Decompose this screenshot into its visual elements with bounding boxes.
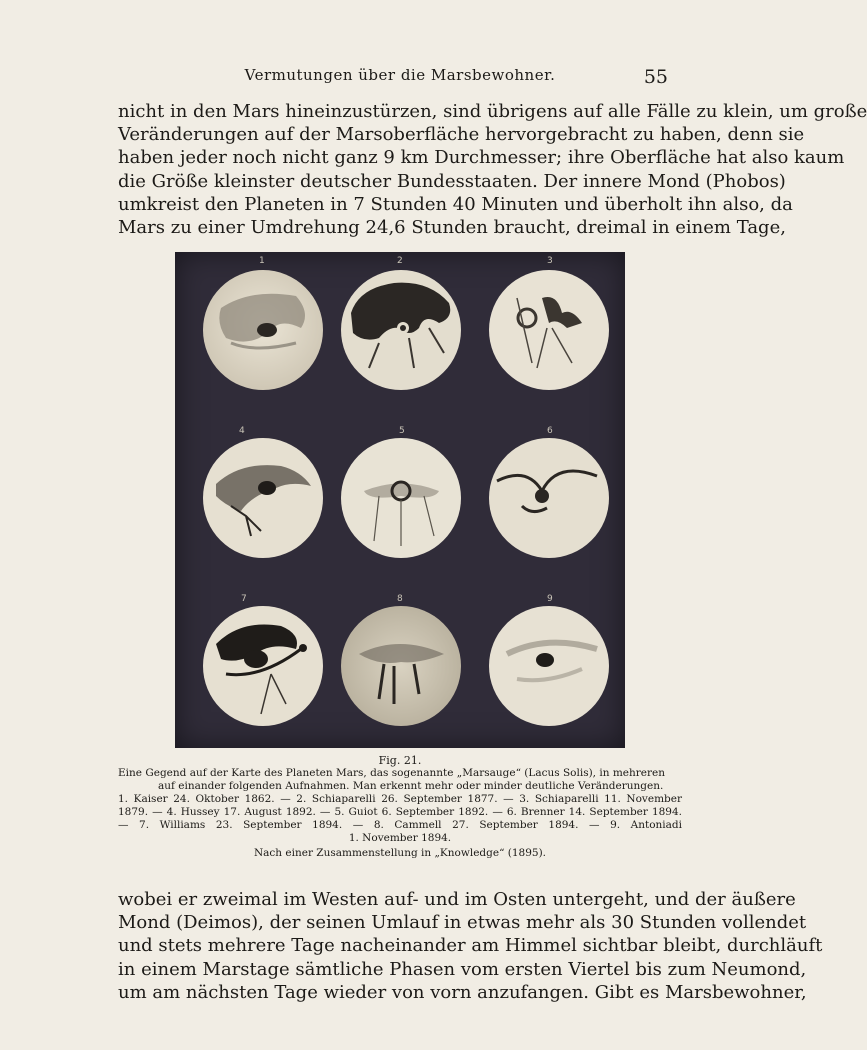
mars-disk-7 <box>201 604 325 728</box>
disk-number-2: 2 <box>397 256 403 266</box>
paragraph-top <box>118 100 867 239</box>
credit-line: 1879. — 4. Hussey 17. August 1892. — 5. Guiot 6. September 1892. — 6. Brenner 14. September 1894. <box>118 806 682 818</box>
disk-number-1: 1 <box>259 256 265 266</box>
disk-number-7: 7 <box>241 594 247 604</box>
text-line: Mars zu einer Umdrehung 24,6 Stunden braucht, dreimal in einem Tage, <box>118 217 786 239</box>
caption-line: auf einander folgenden Aufnahmen. Man erkennt mehr oder minder deutliche Veränderungen. <box>158 780 664 792</box>
mars-disk-4 <box>201 436 325 560</box>
figure-credits <box>118 793 682 845</box>
text-line: wobei er zweimal im Westen auf- und im Osten untergeht, und der äußere <box>118 889 796 910</box>
figure-description <box>118 767 682 793</box>
mars-disk-8 <box>339 604 463 728</box>
mars-disk-1 <box>201 268 325 392</box>
mars-figure-plate <box>175 252 625 748</box>
mars-disk-6 <box>487 436 611 560</box>
text-line: um am nächsten Tage wieder von vorn anzufangen. Gibt es Marsbewohner, <box>118 981 807 1003</box>
paragraph-bottom <box>118 888 823 1004</box>
mars-disk-2 <box>339 268 463 392</box>
text-line: die Größe kleinster deutscher Bundesstaaten. Der innere Mond (Phobos) <box>118 170 786 192</box>
disk-number-4: 4 <box>239 426 245 436</box>
disk-number-6: 6 <box>547 426 553 436</box>
mars-disk-5 <box>339 436 463 560</box>
disk-number-3: 3 <box>547 256 553 266</box>
disk-number-9: 9 <box>547 594 553 604</box>
disk-number-5: 5 <box>399 426 405 436</box>
figure-label: Fig. 21. <box>378 754 422 767</box>
credit-line: 1. November 1894. <box>348 832 452 844</box>
mars-disk-9 <box>487 604 611 728</box>
disk-number-8: 8 <box>397 594 403 604</box>
text-line: Mond (Deimos), der seinen Umlauf in etwas mehr als 30 Stunden vollendet <box>118 912 807 934</box>
text-line: umkreist den Planeten in 7 Stunden 40 Minuten und überholt ihn also, da <box>118 193 793 215</box>
credit-line: — 7. Williams 23. September 1894. — 8. Cammell 27. September 1894. — 9. Antoniadi <box>118 819 682 831</box>
text-line: und stets mehrere Tage nacheinander am Himmel sichtbar bleibt, durchläuft <box>118 935 823 957</box>
credit-line: 1. Kaiser 24. Oktober 1862. — 2. Schiaparelli 26. September 1877. — 3. Schiaparelli 11. November <box>118 793 682 805</box>
page-number: 55 <box>643 66 668 88</box>
caption-line: Eine Gegend auf der Karte des Planeten Mars, das sogenannte „Marsauge“ (Lacus Solis), in mehreren <box>118 767 665 779</box>
text-line: Veränderungen auf der Marsoberfläche hervorgebracht zu haben, denn sie <box>118 124 805 146</box>
figure-source: Nach einer Zusammenstellung in „Knowledge“ (1895). <box>253 847 547 859</box>
text-line: in einem Marstage sämtliche Phasen vom ersten Viertel bis zum Neumond, <box>118 958 807 980</box>
text-line: nicht in den Mars hineinzustürzen, sind übrigens auf alle Fälle zu klein, um große <box>118 101 867 122</box>
text-line: haben jeder noch nicht ganz 9 km Durchmesser; ihre Oberfläche hat also kaum <box>118 147 845 169</box>
mars-disk-3 <box>487 268 611 392</box>
figure-caption <box>118 754 682 860</box>
running-title: Vermutungen über die Marsbewohner. <box>244 66 556 84</box>
